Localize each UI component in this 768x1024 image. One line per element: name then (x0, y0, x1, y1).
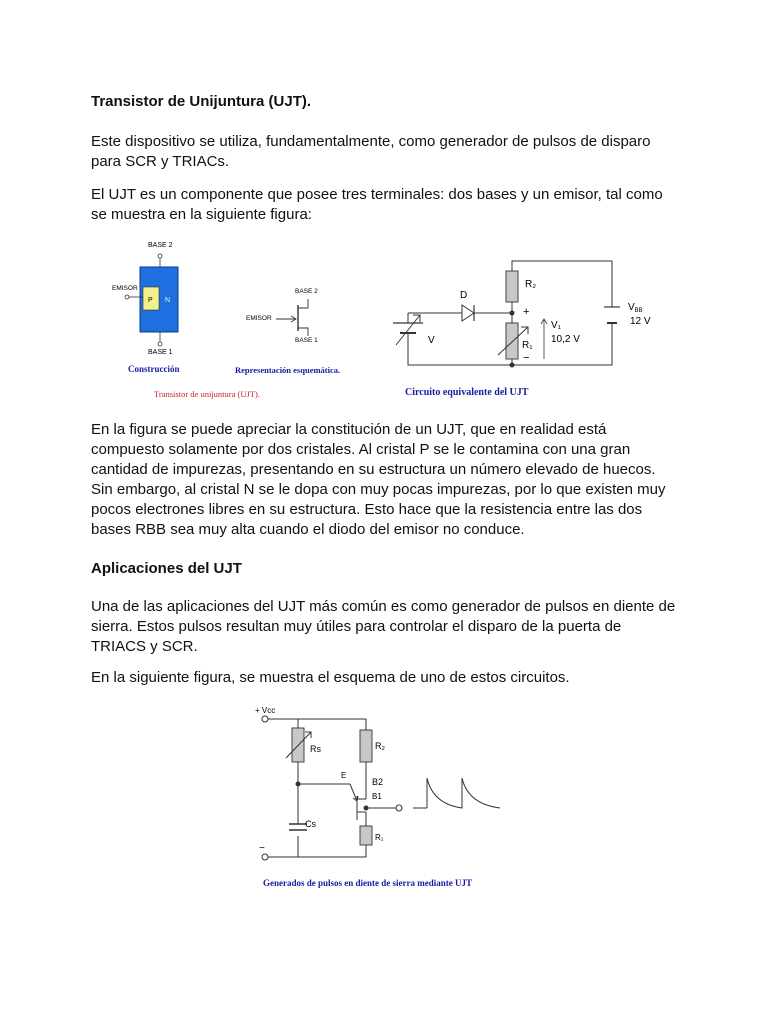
resistor-r2 (506, 271, 518, 302)
paragraph-applications (91, 597, 691, 657)
label-base1-symbol: BASE 1 (295, 337, 318, 344)
label-v1: V₁ (551, 320, 562, 331)
text-line: El UJT es un componente que posee tres terminales: dos bases y un emisor, tal como (91, 186, 663, 203)
ujt-symbol-diagram (235, 288, 340, 375)
label-emisor-symbol: EMISOR (246, 315, 272, 322)
label-r1: R₁ (522, 340, 533, 351)
paragraph-terminals (91, 185, 691, 225)
label-vbb-value: 12 V (630, 316, 651, 327)
text-line: Sin embargo, al cristal N se le dopa con muy pocas impurezas, por lo que existen muy (91, 481, 666, 498)
label-v1-value: 10,2 V (551, 334, 580, 345)
diode-d (462, 305, 474, 321)
label-vcc: + Vcc (255, 706, 276, 715)
text-line: compuesto solamente por dos cristales. Al cristal P se le contamina con una gran (91, 441, 631, 458)
label-plus: + (523, 306, 530, 318)
resistor-r1 (506, 323, 518, 359)
figure-ujt (0, 235, 768, 405)
resistor-r2-gen (360, 730, 372, 762)
caption-construccion: Construcción (128, 364, 180, 374)
sawtooth-waveform (427, 778, 500, 808)
label-d: D (460, 290, 468, 301)
text-line: Este dispositivo se utiliza, fundamentalmente, como generador de pulsos de disparo (91, 133, 651, 150)
label-e: E (341, 771, 347, 780)
label-base2-symbol: BASE 2 (295, 288, 318, 295)
paragraph-construction (91, 420, 691, 540)
paragraph-figure-intro (91, 668, 691, 688)
text-line: En la figura se puede apreciar la constitución de un UJT, que en realidad está (91, 421, 607, 438)
text-line: pocos electrones libres en su estructura. Esto hace que la resistencia entre las dos (91, 501, 643, 518)
resistor-r1-gen (360, 826, 372, 845)
label-r1-gen: R₁ (375, 833, 384, 842)
caption-circuito: Circuito equivalente del UJT (405, 387, 529, 398)
text-line: bases RBB sea muy alta cuando el diodo del emisor no conduce. (91, 521, 525, 538)
page-title: Transistor de Unijuntura (UJT). (91, 93, 312, 110)
label-emisor: EMISOR (112, 285, 138, 292)
text-line: En la siguiente figura, se muestra el esquema de uno de estos circuitos. (91, 669, 570, 686)
label-r2: R₂ (525, 279, 537, 290)
text-line: sierra. Estos pulsos resultan muy útiles para controlar el disparo de la puerta de (91, 618, 622, 635)
text-line: Una de las aplicaciones del UJT más común es como generador de pulsos en diente de (91, 598, 676, 615)
ujt-equivalent-circuit (393, 261, 651, 398)
label-v: V (428, 335, 435, 346)
label-p: P (148, 297, 153, 304)
text-line: para SCR y TRIACs. (91, 153, 230, 170)
caption-transistor: Transistor de unijuntura (UJT). (154, 389, 260, 399)
label-base1: BASE 1 (148, 349, 173, 356)
label-vbb: $V_{BB}$ (628, 302, 643, 314)
caption-representacion: Representación esquemática. (235, 365, 341, 375)
label-minus: − (523, 352, 530, 364)
label-b1: B1 (372, 792, 382, 801)
section-heading: Aplicaciones del UJT (91, 560, 242, 577)
label-minus-gen: − (259, 843, 265, 854)
label-r2-gen: R₂ (375, 741, 385, 751)
label-cs: Cs (305, 819, 316, 829)
text-line: cantidad de impurezas, presentando en su estructura un número elevado de huecos. (91, 461, 656, 478)
label-rs: Rs (310, 744, 321, 754)
text-line: TRIACS y SCR. (91, 638, 198, 655)
label-n: N (165, 297, 171, 304)
caption-generador: Generados de pulsos en diente de sierra mediante UJT (263, 878, 472, 888)
ujt-construction-diagram (112, 242, 180, 374)
paragraph-intro (91, 132, 691, 172)
label-b2: B2 (372, 777, 384, 787)
figure-sawtooth-generator (0, 700, 768, 900)
label-base2: BASE 2 (148, 242, 173, 249)
text-line: se muestra en la siguiente figura: (91, 206, 312, 223)
